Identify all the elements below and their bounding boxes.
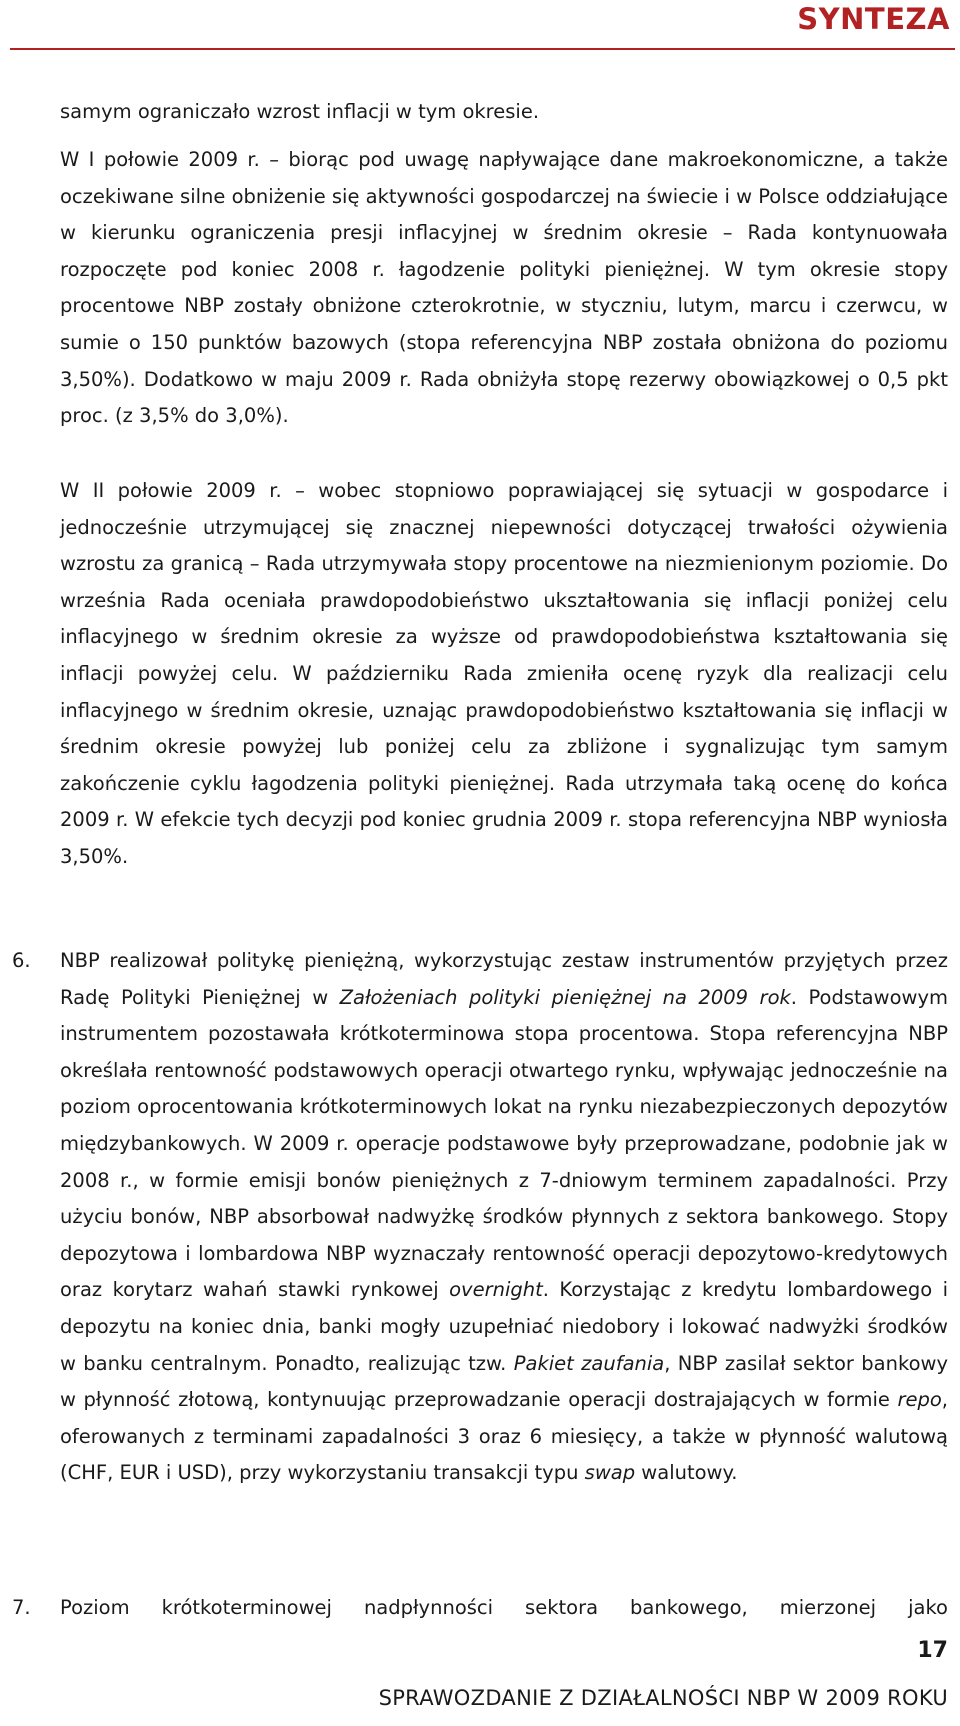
header-divider: [10, 48, 955, 50]
page-number: 17: [917, 1638, 948, 1663]
list-item-text: Poziom krótkoterminowej nadpłynności sektora bankowego, mierzonej jako: [60, 1596, 948, 1619]
section-title: SYNTEZA: [797, 2, 950, 36]
list-item-6: [12, 943, 948, 1492]
footer-title: SPRAWOZDANIE Z DZIAŁALNOŚCI NBP W 2009 ROKU: [378, 1686, 948, 1710]
paragraph-second-half-2009: W II połowie 2009 r. – wobec stopniowo poprawiającej się sytuacji w gospodarce i jednocześnie utrzymującej się znacznej niepewności dotyczącej trwałości ożywienia wzrostu za granicą – Rada utrzymywała stopy procentowe na niezmienionym poziomie. Do września Rada oceniała prawdopodobieństwo ukształtowania się inflacji poniżej celu inflacyjnego w średnim okresie za wyższe od prawdopodobieństwa kształtowania się inflacji powyżej celu. W październiku Rada zmieniła ocenę ryzyk dla realizacji celu inflacyjnego w średnim okresie, uznając prawdopodobieństwo kształtowania się inflacji w średnim okresie powyżej lub poniżej celu za zbliżone i sygnalizując tym samym zakończenie cyklu łagodzenia polityki pieniężnej. Rada utrzymała taką ocenę do końca 2009 r. W efekcie tych decyzji pod koniec grudnia 2009 r. stopa referencyjna NBP wyniosła 3,50%.: [60, 479, 948, 868]
list-item-number: 7.: [12, 1596, 31, 1619]
list-item-7: [12, 1590, 948, 1627]
list-item-text: NBP realizował politykę pieniężną, wykorzystując zestaw instrumentów przyjętych przez Radę Polityki Pieniężnej w Założeniach polityki pieniężnej na 2009 rok. Podstawowym instrumentem pozostawała krótkoterminowa stopa procentowa. Stopa referencyjna NBP określała rentowność podstawowych operacji otwartego rynku, wpływając jednocześnie na poziom oprocentowania krótkoterminowych lokat na rynku niezabezpieczonych depozytów międzybankowych. W 2009 r. operacje podstawowe były przeprowadzane, podobnie jak w 2008 r., w formie emisji bonów pieniężnych z 7-dniowym terminem zapadalności. Przy użyciu bonów, NBP absorbował nadwyżkę środków płynnych z sektora bankowego. Stopy depozytowa i lombardowa NBP wyznaczały rentowność operacji depozytowo-kredytowych oraz korytarz wahań stawki rynkowej overnight. Korzystając z kredytu lombardowego i depozytu na koniec dnia, banki mogły uzupełniać niedobory i lokować nadwyżki środków w banku centralnym. Ponadto, realizując tzw. Pakiet zaufania, NBP zasilał sektor bankowy w płynność złotową, kontynuując przeprowadzanie operacji dostrajających w formie repo, oferowanych z terminami zapadalności 3 oraz 6 miesięcy, a także w płynność walutową (CHF, EUR i USD), przy wykorzystaniu transakcji typu swap walutowy.: [60, 949, 948, 1485]
paragraph-first-half-2009: W I połowie 2009 r. – biorąc pod uwagę napływające dane makroekonomiczne, a także oczekiwane silne obniżenie się aktywności gospodarczej na świecie i w Polsce oddziałujące w kierunku ograniczenia presji inflacyjnej w średnim okresie – Rada kontynuowała rozpoczęte pod koniec 2008 r. łagodzenie polityki pieniężnej. W tym okresie stopy procentowe NBP zostały obniżone czterokrotnie, w styczniu, lutym, marcu i czerwcu, w sumie o 150 punktów bazowych (stopa referencyjna NBP została obniżona do poziomu 3,50%). Dodatkowo w maju 2009 r. Rada obniżyła stopę rezerwy obowiązkowej o 0,5 pkt proc. (z 3,5% do 3,0%).: [60, 148, 948, 428]
list-item-number: 6.: [12, 949, 31, 972]
paragraph-continuation: samym ograniczało wzrost inflacji w tym okresie.: [60, 100, 540, 123]
